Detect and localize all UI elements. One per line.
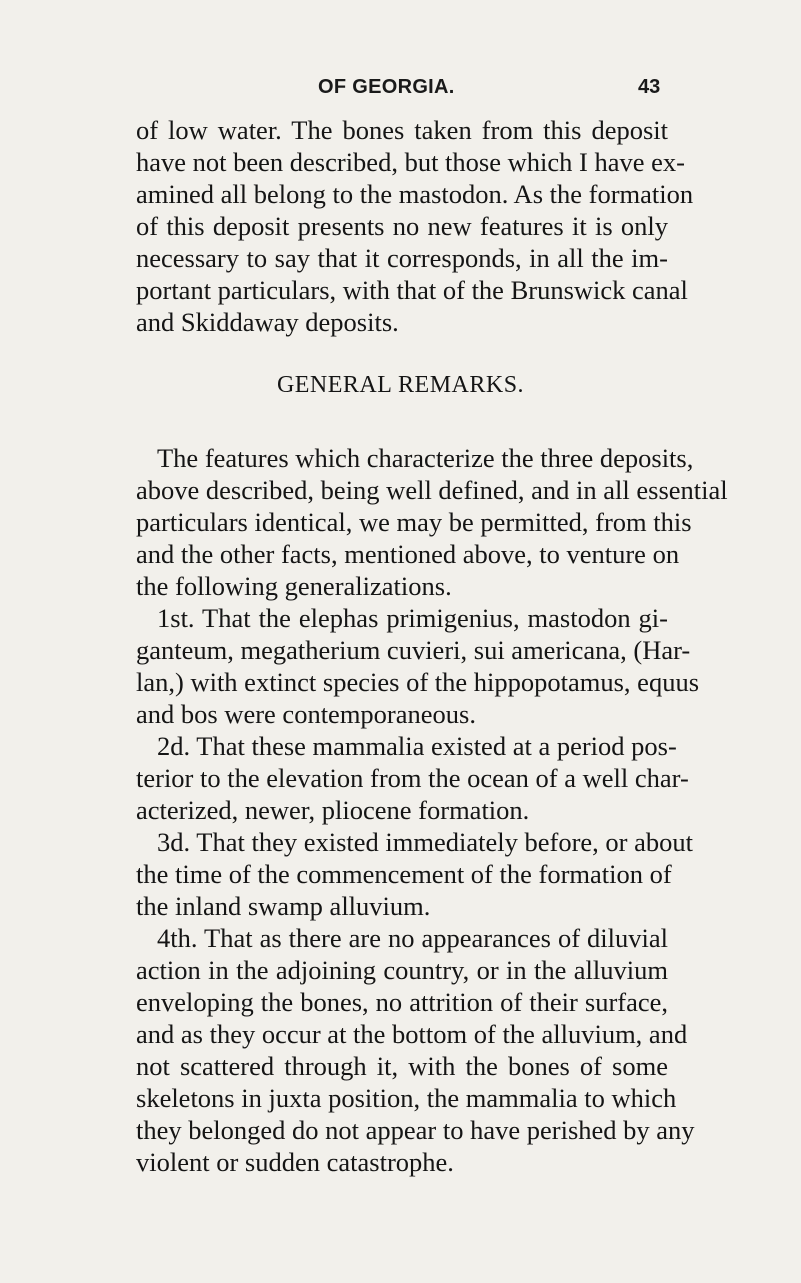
- text-line: the following generalizations.: [136, 571, 452, 601]
- text-line: action in the adjoining country, or in the alluvium: [136, 955, 668, 985]
- text-line: particulars identical, we may be permitted, from this: [136, 507, 692, 537]
- text-line: necessary to say that it corresponds, in all the im-: [136, 243, 668, 273]
- running-title: OF GEORGIA.: [318, 76, 455, 98]
- text-line: not scattered through it, with the bones of some: [136, 1051, 668, 1081]
- text-line: violent or sudden catastrophe.: [136, 1147, 454, 1177]
- text-line: ganteum, megatherium cuvieri, sui americana, (Har-: [136, 635, 691, 665]
- text-line: skeletons in juxta position, the mammalia to which: [136, 1083, 677, 1113]
- page-number: 43: [638, 76, 661, 98]
- text-line: and Skiddaway deposits.: [136, 307, 399, 337]
- text-line: above described, being well defined, and in all essential: [136, 475, 728, 505]
- text-line: enveloping the bones, no attrition of their surface,: [136, 987, 668, 1017]
- text-line: and as they occur at the bottom of the alluvium, and: [136, 1019, 688, 1049]
- text-line: have not been described, but those which I have ex-: [136, 147, 685, 177]
- text-line: of low water. The bones taken from this deposit: [136, 115, 668, 145]
- text-line: portant particulars, with that of the Brunswick canal: [136, 275, 688, 305]
- text-line: 1st. That the elephas primigenius, mastodon gi-: [157, 603, 668, 633]
- section-heading: GENERAL REMARKS.: [276, 372, 525, 398]
- text-line: and the other facts, mentioned above, to venture on: [136, 539, 680, 569]
- text-line: 4th. That as there are no appearances of diluvial: [157, 923, 668, 953]
- text-line: the time of the commencement of the formation of: [136, 859, 672, 889]
- text-line: terior to the elevation from the ocean of a well char-: [136, 763, 689, 793]
- text-line: of this deposit presents no new features it is only: [136, 211, 668, 241]
- running-head: [0, 76, 801, 100]
- text-line: the inland swamp alluvium.: [136, 891, 431, 921]
- text-line: and bos were contemporaneous.: [136, 699, 476, 729]
- text-line: The features which characterize the three deposits,: [157, 443, 694, 473]
- text-line: they belonged do not appear to have perished by any: [136, 1115, 695, 1145]
- text-line: 3d. That they existed immediately before, or about: [157, 827, 693, 857]
- text-line: acterized, newer, pliocene formation.: [136, 795, 530, 825]
- text-line: amined all belong to the mastodon. As the formation: [136, 179, 694, 209]
- text-line: lan,) with extinct species of the hippopotamus, equus: [136, 667, 700, 697]
- text-line: 2d. That these mammalia existed at a period pos-: [157, 731, 677, 761]
